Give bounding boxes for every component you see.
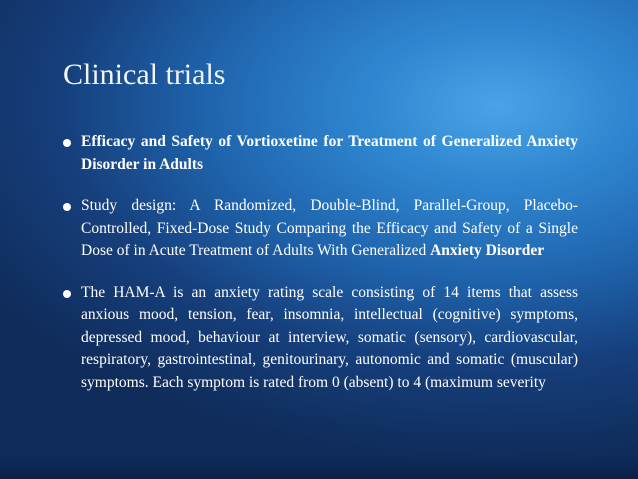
bullet-dot-icon <box>63 139 71 147</box>
bullet-item-ham-a <box>63 282 578 395</box>
slide-title: Clinical trials <box>63 58 226 91</box>
bullet-item-study-design <box>63 195 578 263</box>
bullet-dot-icon <box>63 290 71 298</box>
bullet-text: Efficacy and Safety of Vortioxetine for Treatment of Generalized Anxiety Disorder in Adults <box>81 133 578 173</box>
bullet-text: The HAM-A is an anxiety rating scale consisting of 14 items that assess anxious mood, tension, fear, insomnia, intellectual (cognitive) symptoms, depressed mood, behaviour at interview, somatic (sensory), cardiovascular, respiratory, gastrointestinal, genitourinary, autonomic and somatic (muscular) symptoms. Each symptom is rated from 0 (absent) to 4 (maximum severity <box>81 283 578 391</box>
bullet-bold-text: Anxiety Disorder <box>430 242 545 259</box>
bullet-text: Study design: A Randomized, Double-Blind, Parallel-Group, Placebo-Controlled, Fixed-Dose Study Comparing the Efficacy and Safety of a Single Dose of in Acute Treatment of Adults With Generalized <box>81 197 578 259</box>
bullet-list <box>63 131 578 413</box>
bullet-dot-icon <box>63 203 71 211</box>
bullet-item-trial-title <box>63 131 578 176</box>
